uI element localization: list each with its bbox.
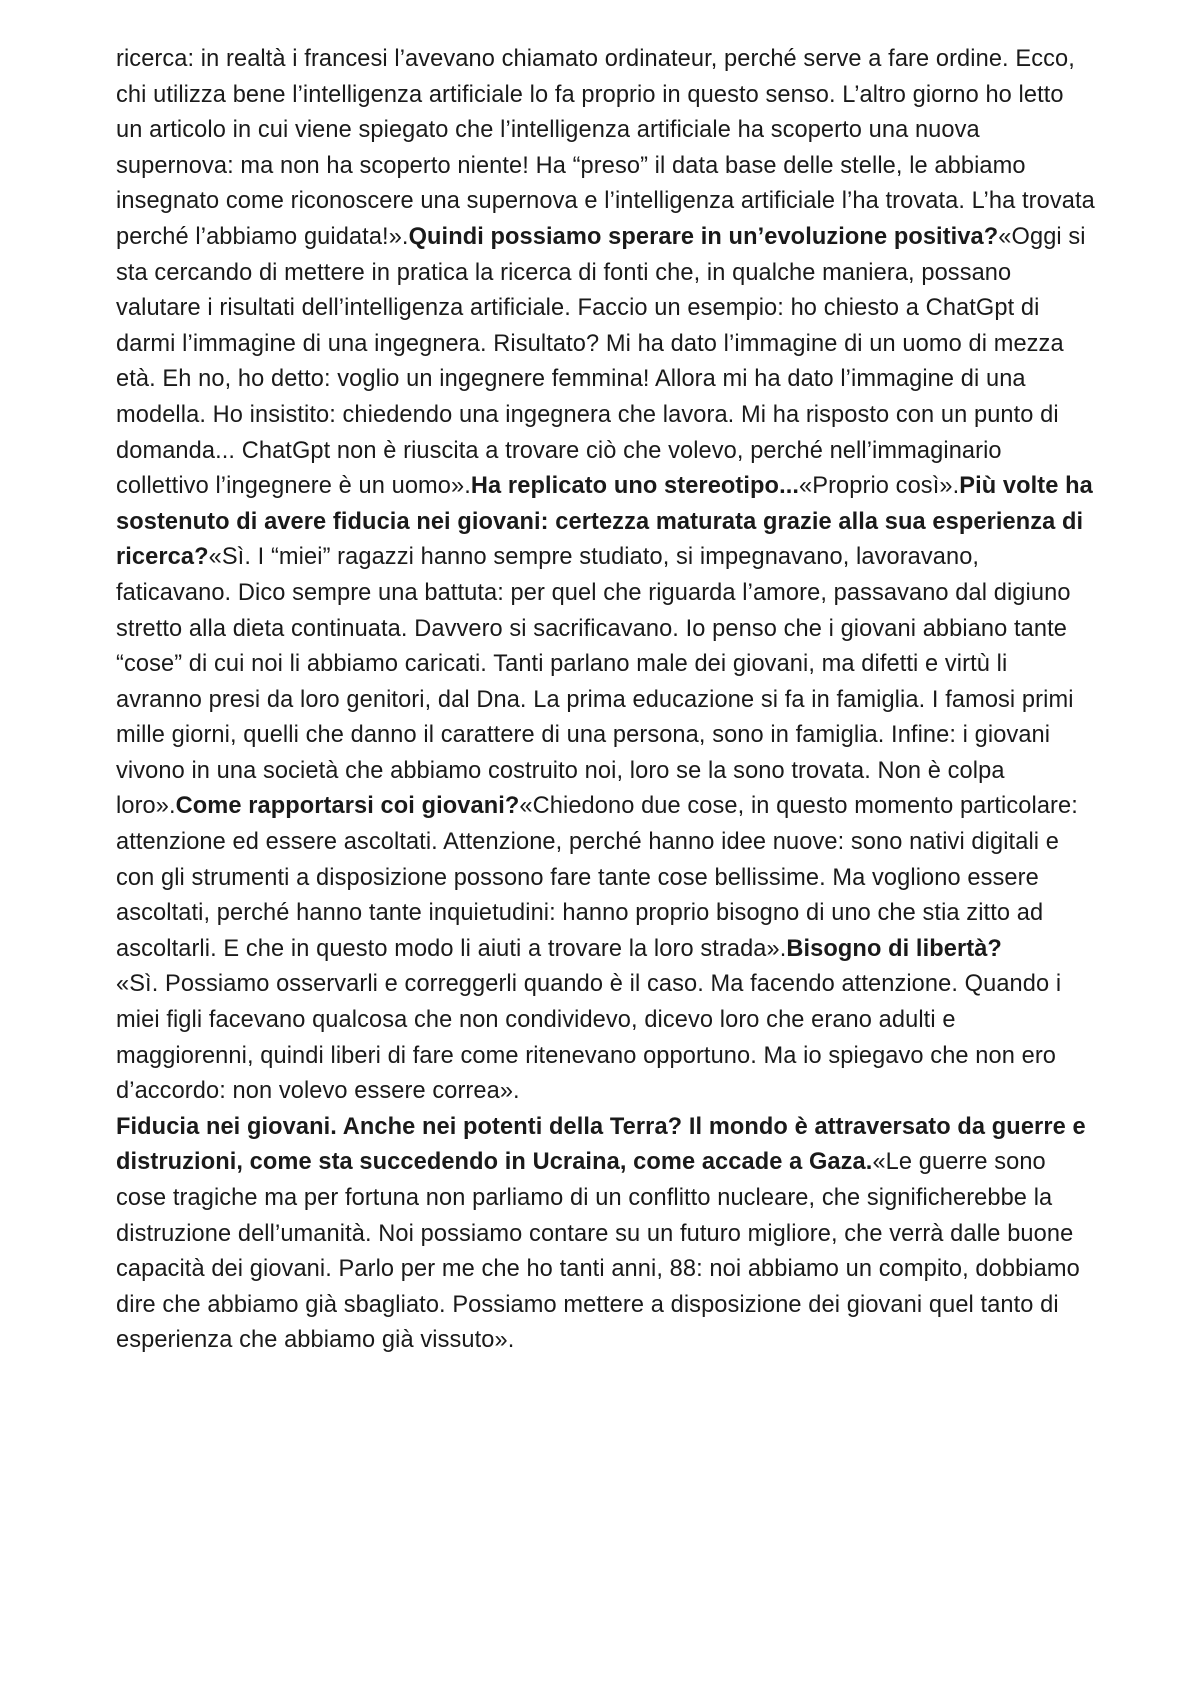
- interview-text: [116, 42, 1096, 1359]
- question-text: Bisogno di libertà?: [786, 935, 1002, 962]
- paragraph-freedom-answer: [116, 967, 1096, 1109]
- answer-text: «Sì. I “miei” ragazzi hanno sempre studiato, si impegnavano, lavoravano, faticavano. Dico sempre una battuta: per quel che riguarda l’amore, passavano dal digiuno stretto alla dieta continuata. Davvero si sacrificavano. Io penso che i giovani abbiano tante “cose” di cui noi li abbiamo caricati. Tanti parlano male dei giovani, ma difetti e virtù li avranno presi da loro genitori, dal Dna. La prima educazione si fa in famiglia. I famosi primi mille giorni, quelli che danno il carattere di una persona, sono in famiglia. Infine: i giovani vivono in una società che abbiamo costruito noi, loro se la sono trovata. Non è colpa loro».: [116, 544, 1074, 820]
- answer-text: «Oggi si sta cercando di mettere in pratica la ricerca di fonti che, in qualche maniera, possano valutare i risultati dell’intelligenza artificiale. Faccio un esempio: ho chiesto a ChatGpt di darmi l’immagine di una ingegnera. Risultato? Mi ha dato l’immagine di un uomo di mezza età. Eh no, ho detto: voglio un ingegnere femmina! Allora mi ha dato l’immagine di una modella. Ho insistito: chiedendo una ingegnera che lavora. Mi ha risposto con un punto di domanda... ChatGpt non è riuscita a trovare ciò che volevo, perché nell’immaginario collettivo l’ingegnere è un uomo».: [116, 223, 1086, 500]
- question-text: Quindi possiamo sperare in un’evoluzione positiva?: [408, 223, 999, 250]
- question-text: Fiducia nei giovani. Anche nei potenti della Terra? Il mondo è attraversato da guerre e distruzioni, come sta succedendo in Ucraina, come accade a Gaza.: [116, 1113, 1086, 1176]
- answer-text: «Sì. Possiamo osservarli e correggerli quando è il caso. Ma facendo attenzione. Quando i miei figli facevano qualcosa che non condividevo, dicevo loro che erano adulti e maggiorenni, quindi liberi di fare come ritenevano opportuno. Ma io spiegavo che non ero d’accordo: non volevo essere correa».: [116, 971, 1062, 1105]
- paragraph-war-question: [116, 1110, 1096, 1359]
- answer-text: «Le guerre sono cose tragiche ma per fortuna non parliamo di un conflitto nucleare, che significherebbe la distruzione dell’umanità. Noi possiamo contare su un futuro migliore, che verrà dalle buone capacità dei giovani. Parlo per me che ho tanti anni, 88: noi abbiamo un compito, dobbiamo dire che abbiamo già sbagliato. Possiamo mettere a disposizione dei giovani quel tanto di esperienza che abbiamo già vissuto».: [116, 1149, 1080, 1354]
- paragraph-interview-main: [116, 42, 1096, 967]
- question-text: Come rapportarsi coi giovani?: [175, 793, 520, 820]
- question-text: Più volte ha sostenuto di avere fiducia nei giovani: certezza maturata grazie alla sua esperienza di ricerca?: [116, 473, 1093, 571]
- question-text: Ha replicato uno stereotipo...: [470, 473, 800, 500]
- answer-text: «Chiedono due cose, in questo momento particolare: attenzione ed essere ascoltati. Attenzione, perché hanno idee nuove: sono nativi digitali e con gli strumenti a disposizione possono fare tante cose bellissime. Ma vogliono essere ascoltati, perché hanno tante inquietudini: hanno proprio bisogno di uno che stia zitto ad ascoltarli. E che in questo modo li aiuti a trovare la loro strada».: [116, 793, 1078, 962]
- answer-text: «Proprio così».: [799, 473, 960, 500]
- answer-text: ricerca: in realtà i francesi l’avevano chiamato ordinateur, perché serve a fare ordine. Ecco, chi utilizza bene l’intelligenza artificiale lo fa proprio in questo senso. L’altro giorno ho letto un articolo in cui viene spiegato che l’intelligenza artificiale ha scoperto una nuova supernova: ma non ha scoperto niente! Ha “preso” il data base delle stelle, le abbiamo insegnato come riconoscere una supernova e l’intelligenza artificiale l’ha trovata. L’ha trovata perché l’abbiamo guidata!».: [116, 46, 1095, 250]
